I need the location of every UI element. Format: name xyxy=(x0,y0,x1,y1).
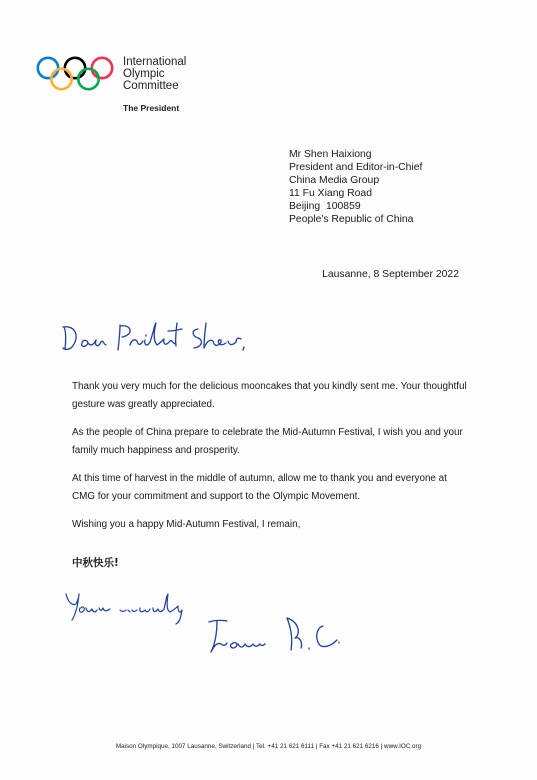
org-line-3: Committee xyxy=(123,80,179,92)
handwritten-signature xyxy=(205,612,355,658)
address-line: Beijing 100859 xyxy=(289,201,361,212)
org-line-2: Olympic xyxy=(123,68,165,80)
header-subtitle: The President xyxy=(123,103,180,113)
letter-body xyxy=(72,378,472,544)
address-line: China Media Group xyxy=(289,175,380,186)
address-line: President and Editor-in-Chief xyxy=(289,162,423,173)
handwritten-salutation xyxy=(58,317,268,357)
address-line: People's Republic of China xyxy=(289,214,414,225)
org-line-1: International xyxy=(123,56,187,68)
chinese-greeting: 中秋快乐! xyxy=(72,557,119,569)
address-line: Mr Shen Haixiong xyxy=(289,149,372,160)
body-paragraph: At this time of harvest in the middle of autumn, allow me to thank you and everyone at CMG for your commitment and support to the Olympic Movement. xyxy=(72,473,447,502)
recipient-address xyxy=(289,148,422,226)
address-line: 11 Fu Xiang Road xyxy=(289,188,372,199)
body-paragraph: Wishing you a happy Mid-Autumn Festival, I remain, xyxy=(72,519,301,530)
organization-name xyxy=(123,56,186,92)
body-paragraph: Thank you very much for the delicious mooncakes that you kindly sent me. Your thoughtful gesture was greatly appreciated. xyxy=(72,381,467,410)
letter-footer: Maison Olympique, 1007 Lausanne, Switzerland | Tel. +41 21 621 6111 | Fax +41 21 621 6216 | www.IOC.org xyxy=(115,743,422,750)
letter-date: Lausanne, 8 September 2022 xyxy=(322,269,459,280)
body-paragraph: As the people of China prepare to celebrate the Mid-Autumn Festival, I wish you and your family much happiness and prosperity. xyxy=(72,427,463,456)
handwritten-closing xyxy=(60,588,220,628)
olympic-rings-icon xyxy=(36,56,114,92)
